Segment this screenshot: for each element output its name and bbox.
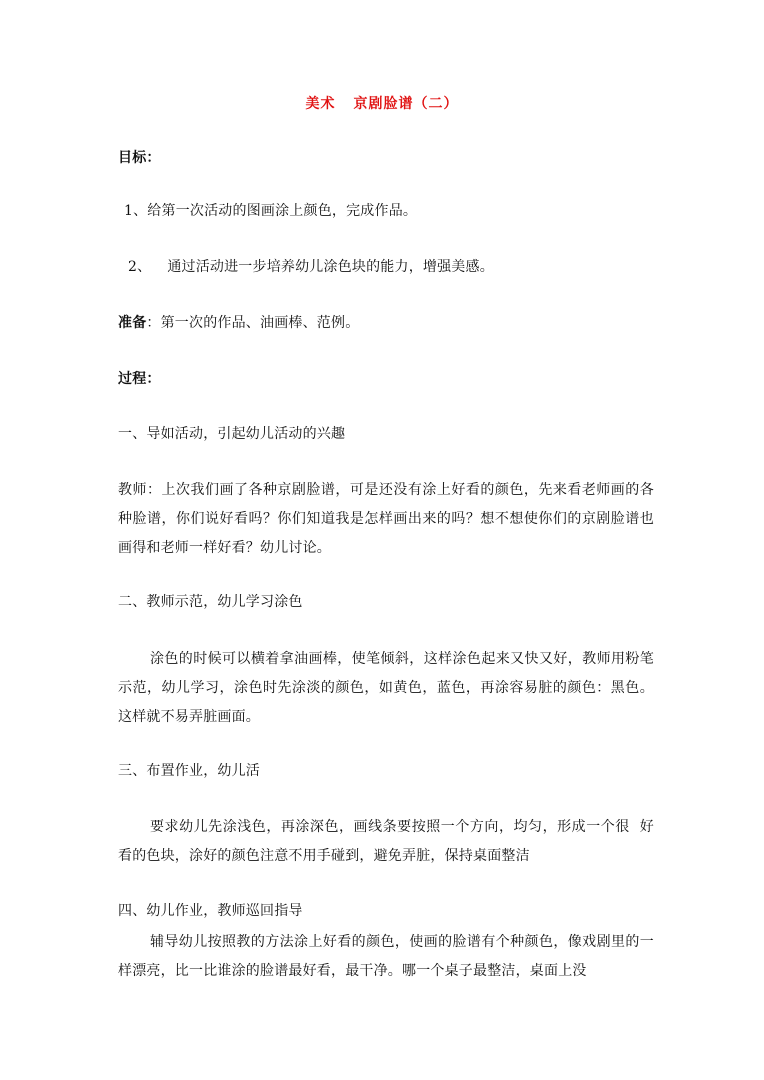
goal-item-1: 1、给第一次活动的图画涂上颜色，完成作品。 [124,203,418,219]
goal-item-2 [128,257,494,277]
step3-body: 要求幼儿先涂浅色，再涂深色，画线条要按照一个方向，均匀，形成一个很 好看的色块，涂好的颜色注意不用手碰到，避免弄脏，保持桌面整洁 [118,819,654,864]
step1-title: 一、导如活动，引起幼儿活动的兴趣 [118,426,346,442]
process-heading: 过程： [118,371,161,387]
goal-item-2-text: 通过活动进一步培养幼儿涂色块的能力，增强美感。 [167,259,494,275]
goal-item-2-number: 2、 [128,259,152,275]
title-name: 京剧脸谱（二） [353,96,459,112]
title-subject: 美术 [305,96,336,112]
prep-line [118,313,359,333]
goals-heading: 目标： [118,150,161,166]
step4-title: 四、幼儿作业，教师巡回指导 [118,903,303,919]
prep-text: ：第一次的作品、油画棒、范例。 [146,315,360,331]
step4-body: 辅导幼儿按照教的方法涂上好看的颜色，使画的脸谱有个种颜色，像戏剧里的一样漂亮，比一比谁涂的脸谱最好看，最干净。哪一个桌子最整洁，桌面上没 [118,934,654,979]
step2-body: 涂色的时候可以横着拿油画棒，使笔倾斜，这样涂色起来又快又好，教师用粉笔示范，幼儿学习，涂色时先涂淡的颜色，如黄色，蓝色，再涂容易脏的颜色：黑色。这样就不易弄脏画面。 [118,651,654,725]
step1-body: 教师：上次我们画了各种京剧脸谱，可是还没有涂上好看的颜色，先来看老师画的各种脸谱，你们说好看吗？你们知道我是怎样画出来的吗？想不想使你们的京剧脸谱也画得和老师一样好看？幼儿讨论。 [118,482,654,556]
step3-title: 三、布置作业，幼儿活 [118,763,260,779]
document-title [0,94,764,114]
prep-label: 准备 [118,315,147,331]
step2-title: 二、教师示范，幼儿学习涂色 [118,594,303,610]
